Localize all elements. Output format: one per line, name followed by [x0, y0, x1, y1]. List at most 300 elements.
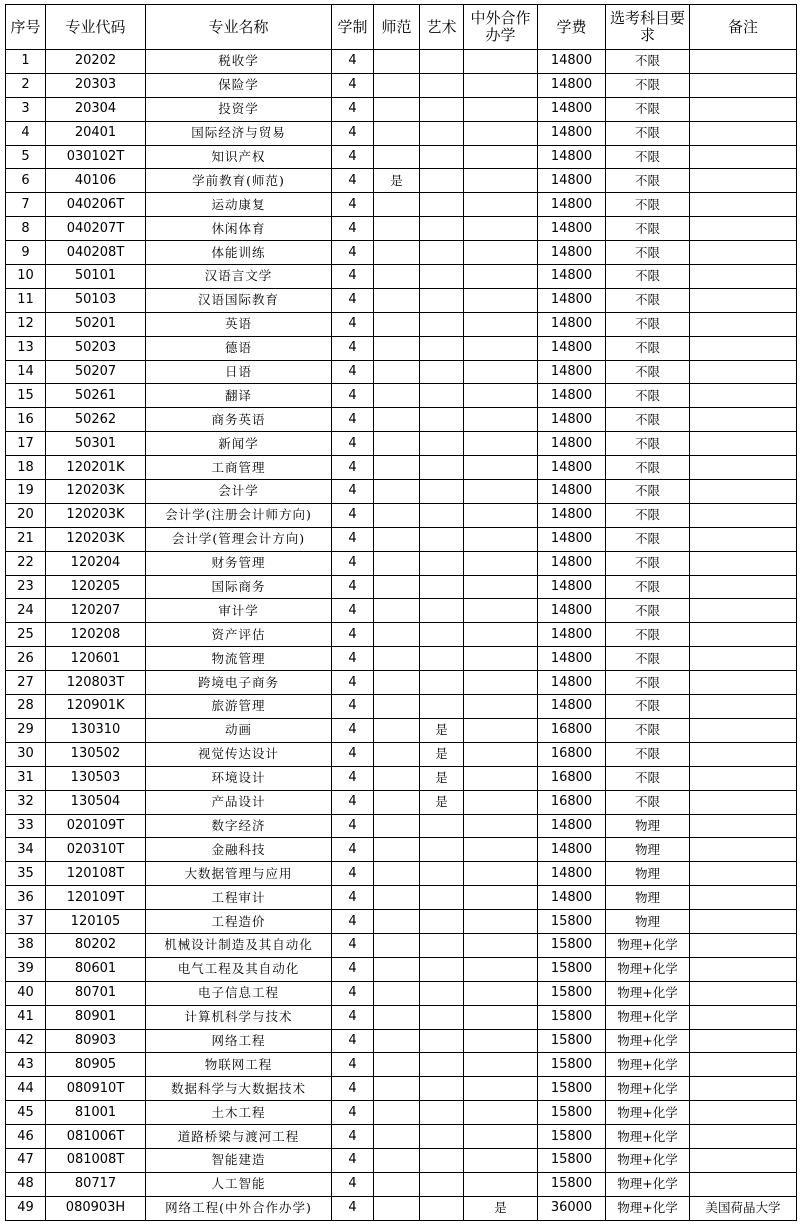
cell-subjects: 不限: [606, 360, 690, 384]
cell-normal: [374, 599, 420, 623]
cell-seq: 49: [6, 1196, 46, 1220]
cell-art: [420, 217, 464, 241]
cell-major-name: 人工智能: [146, 1172, 332, 1196]
cell-major-name: 学前教育(师范): [146, 169, 332, 193]
cell-fee: 14800: [538, 527, 606, 551]
cell-normal: [374, 145, 420, 169]
cell-subjects: 不限: [606, 288, 690, 312]
cell-art: [420, 121, 464, 145]
cell-years: 4: [332, 575, 374, 599]
cell-years: 4: [332, 73, 374, 97]
cell-years: 4: [332, 1148, 374, 1172]
cell-art: [420, 1196, 464, 1220]
cell-seq: 44: [6, 1077, 46, 1101]
cell-fee: 14800: [538, 814, 606, 838]
cell-years: 4: [332, 50, 374, 74]
cell-major-name: 审计学: [146, 599, 332, 623]
cell-sino-foreign: [464, 742, 538, 766]
header-name: 专业名称: [146, 5, 332, 50]
cell-note: [690, 408, 797, 432]
cell-code: 50201: [46, 312, 146, 336]
cell-years: 4: [332, 814, 374, 838]
cell-code: 20303: [46, 73, 146, 97]
cell-years: 4: [332, 432, 374, 456]
cell-code: 120208: [46, 623, 146, 647]
header-normal: 师范: [374, 5, 420, 50]
cell-code: 040207T: [46, 217, 146, 241]
table-row: [6, 1029, 797, 1053]
cell-normal: [374, 742, 420, 766]
cell-subjects: 不限: [606, 456, 690, 480]
cell-major-name: 运动康复: [146, 193, 332, 217]
table-row: [6, 97, 797, 121]
cell-years: 4: [332, 527, 374, 551]
table-row: [6, 1148, 797, 1172]
table-row: [6, 599, 797, 623]
cell-major-name: 工商管理: [146, 456, 332, 480]
cell-major-name: 会计学: [146, 480, 332, 504]
cell-normal: [374, 241, 420, 265]
cell-code: 40106: [46, 169, 146, 193]
cell-fee: 14800: [538, 575, 606, 599]
cell-code: 120203K: [46, 527, 146, 551]
cell-code: 80202: [46, 933, 146, 957]
cell-note: [690, 1077, 797, 1101]
cell-art: [420, 1172, 464, 1196]
table-row: [6, 1125, 797, 1149]
cell-art: [420, 336, 464, 360]
cell-code: 120203K: [46, 503, 146, 527]
cell-note: [690, 73, 797, 97]
cell-subjects: 不限: [606, 97, 690, 121]
cell-major-name: 产品设计: [146, 790, 332, 814]
table-row: [6, 503, 797, 527]
cell-seq: 34: [6, 838, 46, 862]
cell-fee: 14800: [538, 288, 606, 312]
table-row: [6, 933, 797, 957]
table-row: [6, 241, 797, 265]
cell-art: [420, 97, 464, 121]
table-row: [6, 384, 797, 408]
cell-subjects: 不限: [606, 718, 690, 742]
cell-sino-foreign: 是: [464, 1196, 538, 1220]
cell-code: 50207: [46, 360, 146, 384]
cell-art: [420, 480, 464, 504]
cell-fee: 14800: [538, 384, 606, 408]
cell-major-name: 视觉传达设计: [146, 742, 332, 766]
cell-code: 040208T: [46, 241, 146, 265]
cell-subjects: 不限: [606, 623, 690, 647]
cell-code: 120109T: [46, 886, 146, 910]
cell-seq: 48: [6, 1172, 46, 1196]
cell-years: 4: [332, 265, 374, 289]
cell-major-name: 德语: [146, 336, 332, 360]
cell-note: [690, 886, 797, 910]
cell-seq: 46: [6, 1125, 46, 1149]
cell-normal: [374, 73, 420, 97]
cell-subjects: 物理+化学: [606, 1125, 690, 1149]
header-note: 备注: [690, 5, 797, 50]
cell-art: [420, 50, 464, 74]
cell-major-name: 土木工程: [146, 1101, 332, 1125]
cell-note: [690, 241, 797, 265]
cell-years: 4: [332, 312, 374, 336]
cell-years: 4: [332, 193, 374, 217]
cell-subjects: 不限: [606, 145, 690, 169]
cell-major-name: 英语: [146, 312, 332, 336]
cell-seq: 33: [6, 814, 46, 838]
cell-art: [420, 957, 464, 981]
cell-note: [690, 838, 797, 862]
cell-years: 4: [332, 790, 374, 814]
table-row: [6, 1005, 797, 1029]
cell-fee: 14800: [538, 671, 606, 695]
cell-years: 4: [332, 695, 374, 719]
cell-subjects: 物理+化学: [606, 1005, 690, 1029]
cell-note: 美国荷晶大学: [690, 1196, 797, 1220]
cell-years: 4: [332, 981, 374, 1005]
cell-sino-foreign: [464, 1077, 538, 1101]
cell-subjects: 不限: [606, 217, 690, 241]
cell-normal: [374, 408, 420, 432]
table-row: [6, 1101, 797, 1125]
cell-normal: [374, 50, 420, 74]
cell-subjects: 物理+化学: [606, 1053, 690, 1077]
cell-fee: 14800: [538, 408, 606, 432]
cell-normal: [374, 814, 420, 838]
cell-fee: 14800: [538, 695, 606, 719]
cell-note: [690, 671, 797, 695]
cell-normal: [374, 503, 420, 527]
cell-seq: 9: [6, 241, 46, 265]
cell-subjects: 不限: [606, 241, 690, 265]
cell-seq: 36: [6, 886, 46, 910]
cell-subjects: 不限: [606, 527, 690, 551]
cell-normal: [374, 671, 420, 695]
header-seq: 序号: [6, 5, 46, 50]
cell-fee: 14800: [538, 503, 606, 527]
header-art: 艺术: [420, 5, 464, 50]
cell-sino-foreign: [464, 336, 538, 360]
cell-years: 4: [332, 456, 374, 480]
cell-major-name: 工程审计: [146, 886, 332, 910]
cell-years: 4: [332, 551, 374, 575]
cell-major-name: 翻译: [146, 384, 332, 408]
cell-sino-foreign: [464, 50, 538, 74]
cell-years: 4: [332, 1101, 374, 1125]
table-row: [6, 790, 797, 814]
cell-major-name: 财务管理: [146, 551, 332, 575]
cell-fee: 14800: [538, 312, 606, 336]
cell-note: [690, 169, 797, 193]
cell-fee: 14800: [538, 50, 606, 74]
table-row: [6, 312, 797, 336]
cell-fee: 14800: [538, 623, 606, 647]
cell-subjects: 不限: [606, 575, 690, 599]
cell-sino-foreign: [464, 814, 538, 838]
cell-art: [420, 551, 464, 575]
cell-art: [420, 814, 464, 838]
cell-normal: [374, 265, 420, 289]
cell-normal: [374, 766, 420, 790]
cell-seq: 4: [6, 121, 46, 145]
cell-normal: [374, 1196, 420, 1220]
cell-note: [690, 312, 797, 336]
cell-seq: 10: [6, 265, 46, 289]
cell-sino-foreign: [464, 169, 538, 193]
table-row: [6, 527, 797, 551]
cell-sino-foreign: [464, 671, 538, 695]
table-row: [6, 718, 797, 742]
cell-fee: 16800: [538, 790, 606, 814]
cell-subjects: 不限: [606, 432, 690, 456]
cell-sino-foreign: [464, 981, 538, 1005]
cell-sino-foreign: [464, 957, 538, 981]
cell-fee: 14800: [538, 456, 606, 480]
cell-major-name: 会计学(注册会计师方向): [146, 503, 332, 527]
cell-seq: 19: [6, 480, 46, 504]
cell-art: [420, 671, 464, 695]
cell-subjects: 不限: [606, 695, 690, 719]
cell-subjects: 物理+化学: [606, 1101, 690, 1125]
cell-art: [420, 647, 464, 671]
table-row: [6, 1053, 797, 1077]
cell-art: [420, 1053, 464, 1077]
cell-normal: [374, 1005, 420, 1029]
cell-major-name: 保险学: [146, 73, 332, 97]
cell-normal: [374, 981, 420, 1005]
cell-major-name: 金融科技: [146, 838, 332, 862]
cell-code: 130310: [46, 718, 146, 742]
cell-code: 120601: [46, 647, 146, 671]
cell-normal: [374, 886, 420, 910]
cell-seq: 39: [6, 957, 46, 981]
table-row: [6, 121, 797, 145]
cell-seq: 35: [6, 862, 46, 886]
cell-years: 4: [332, 480, 374, 504]
cell-fee: 15800: [538, 910, 606, 934]
cell-code: 80905: [46, 1053, 146, 1077]
cell-normal: [374, 312, 420, 336]
cell-art: [420, 193, 464, 217]
cell-normal: [374, 1029, 420, 1053]
cell-note: [690, 766, 797, 790]
cell-art: [420, 360, 464, 384]
cell-years: 4: [332, 623, 374, 647]
cell-code: 080910T: [46, 1077, 146, 1101]
cell-code: 120105: [46, 910, 146, 934]
table-row: [6, 50, 797, 74]
cell-years: 4: [332, 933, 374, 957]
cell-years: 4: [332, 671, 374, 695]
cell-years: 4: [332, 121, 374, 145]
cell-fee: 15800: [538, 957, 606, 981]
cell-normal: [374, 480, 420, 504]
cell-fee: 14800: [538, 480, 606, 504]
cell-fee: 15800: [538, 1101, 606, 1125]
table-row: [6, 336, 797, 360]
cell-normal: [374, 862, 420, 886]
cell-normal: [374, 121, 420, 145]
cell-sino-foreign: [464, 766, 538, 790]
cell-art: [420, 910, 464, 934]
cell-normal: [374, 456, 420, 480]
header-subjects: 选考科目要求: [606, 5, 690, 50]
cell-fee: 14800: [538, 217, 606, 241]
cell-major-name: 动画: [146, 718, 332, 742]
cell-art: [420, 73, 464, 97]
cell-note: [690, 503, 797, 527]
cell-years: 4: [332, 1053, 374, 1077]
cell-code: 80903: [46, 1029, 146, 1053]
cell-note: [690, 551, 797, 575]
cell-years: 4: [332, 408, 374, 432]
cell-seq: 45: [6, 1101, 46, 1125]
cell-normal: [374, 1053, 420, 1077]
table-row: [6, 432, 797, 456]
cell-major-name: 大数据管理与应用: [146, 862, 332, 886]
cell-seq: 27: [6, 671, 46, 695]
header-row: [6, 5, 797, 50]
cell-seq: 20: [6, 503, 46, 527]
cell-note: [690, 981, 797, 1005]
cell-sino-foreign: [464, 1029, 538, 1053]
cell-seq: 26: [6, 647, 46, 671]
cell-major-name: 跨境电子商务: [146, 671, 332, 695]
table-row: [6, 742, 797, 766]
cell-major-name: 汉语言文学: [146, 265, 332, 289]
cell-fee: 14800: [538, 265, 606, 289]
cell-seq: 8: [6, 217, 46, 241]
cell-normal: [374, 933, 420, 957]
cell-subjects: 物理+化学: [606, 1196, 690, 1220]
cell-subjects: 物理+化学: [606, 1148, 690, 1172]
cell-normal: [374, 647, 420, 671]
cell-years: 4: [332, 1172, 374, 1196]
cell-code: 020310T: [46, 838, 146, 862]
cell-sino-foreign: [464, 575, 538, 599]
header-sino-foreign: 中外合作办学: [464, 5, 538, 50]
cell-note: [690, 790, 797, 814]
cell-subjects: 物理: [606, 886, 690, 910]
cell-seq: 3: [6, 97, 46, 121]
cell-fee: 15800: [538, 1077, 606, 1101]
cell-subjects: 不限: [606, 169, 690, 193]
cell-years: 4: [332, 1029, 374, 1053]
cell-fee: 14800: [538, 97, 606, 121]
cell-sino-foreign: [464, 480, 538, 504]
cell-sino-foreign: [464, 1005, 538, 1029]
cell-note: [690, 456, 797, 480]
cell-seq: 42: [6, 1029, 46, 1053]
table-row: [6, 288, 797, 312]
cell-major-name: 新闻学: [146, 432, 332, 456]
cell-major-name: 税收学: [146, 50, 332, 74]
cell-years: 4: [332, 742, 374, 766]
cell-code: 81001: [46, 1101, 146, 1125]
cell-fee: 14800: [538, 599, 606, 623]
cell-subjects: 不限: [606, 647, 690, 671]
cell-art: [420, 623, 464, 647]
cell-major-name: 道路桥梁与渡河工程: [146, 1125, 332, 1149]
cell-normal: [374, 623, 420, 647]
table-row: [6, 480, 797, 504]
cell-code: 50203: [46, 336, 146, 360]
cell-art: [420, 981, 464, 1005]
cell-normal: [374, 217, 420, 241]
cell-major-name: 网络工程: [146, 1029, 332, 1053]
table-body: [6, 50, 797, 1221]
cell-major-name: 休闲体育: [146, 217, 332, 241]
table-row: [6, 1196, 797, 1220]
cell-art: [420, 527, 464, 551]
cell-fee: 15800: [538, 1053, 606, 1077]
cell-note: [690, 623, 797, 647]
cell-code: 120207: [46, 599, 146, 623]
cell-note: [690, 957, 797, 981]
cell-note: [690, 97, 797, 121]
cell-note: [690, 527, 797, 551]
cell-art: [420, 241, 464, 265]
cell-art: [420, 575, 464, 599]
table-row: [6, 169, 797, 193]
cell-years: 4: [332, 1196, 374, 1220]
cell-major-name: 资产评估: [146, 623, 332, 647]
cell-subjects: 不限: [606, 551, 690, 575]
cell-fee: 14800: [538, 862, 606, 886]
table-row: [6, 456, 797, 480]
table-row: [6, 910, 797, 934]
cell-seq: 12: [6, 312, 46, 336]
cell-sino-foreign: [464, 312, 538, 336]
cell-fee: 14800: [538, 145, 606, 169]
cell-seq: 18: [6, 456, 46, 480]
cell-code: 20304: [46, 97, 146, 121]
cell-years: 4: [332, 1005, 374, 1029]
cell-fee: 14800: [538, 886, 606, 910]
cell-fee: 16800: [538, 766, 606, 790]
cell-years: 4: [332, 718, 374, 742]
cell-years: 4: [332, 241, 374, 265]
cell-sino-foreign: [464, 408, 538, 432]
cell-subjects: 不限: [606, 50, 690, 74]
cell-sino-foreign: [464, 73, 538, 97]
cell-note: [690, 862, 797, 886]
cell-fee: 36000: [538, 1196, 606, 1220]
cell-code: 80701: [46, 981, 146, 1005]
cell-code: 030102T: [46, 145, 146, 169]
cell-sino-foreign: [464, 886, 538, 910]
table-row: [6, 1077, 797, 1101]
cell-note: [690, 695, 797, 719]
cell-code: 130502: [46, 742, 146, 766]
cell-fee: 14800: [538, 121, 606, 145]
cell-years: 4: [332, 1125, 374, 1149]
cell-normal: [374, 384, 420, 408]
cell-art: [420, 1148, 464, 1172]
cell-seq: 43: [6, 1053, 46, 1077]
cell-years: 4: [332, 97, 374, 121]
cell-note: [690, 121, 797, 145]
cell-note: [690, 265, 797, 289]
cell-seq: 6: [6, 169, 46, 193]
table-row: [6, 145, 797, 169]
cell-code: 020109T: [46, 814, 146, 838]
cell-art: [420, 886, 464, 910]
cell-art: [420, 862, 464, 886]
cell-subjects: 不限: [606, 73, 690, 97]
cell-subjects: 不限: [606, 790, 690, 814]
